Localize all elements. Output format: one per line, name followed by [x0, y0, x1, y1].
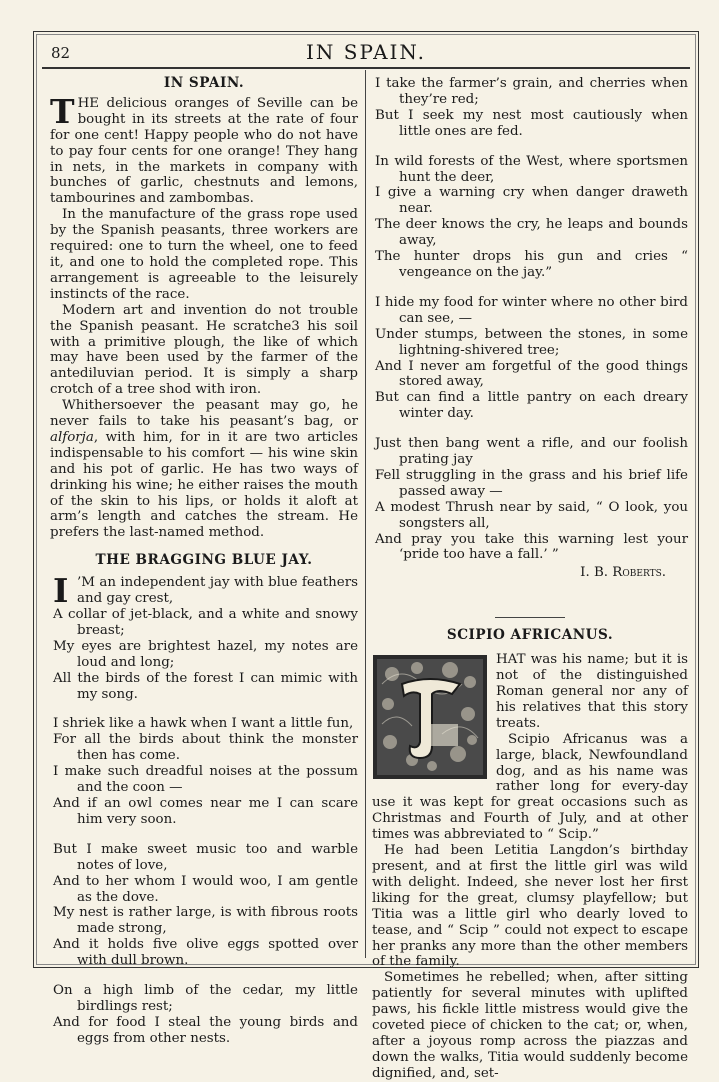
running-title: IN SPAIN.	[305, 40, 426, 64]
poem-author: I. B. Roberts.	[580, 565, 666, 581]
verse-line: All the birds of the forest I can mimic with my song.	[53, 670, 358, 702]
verse-line: I give a warning cry when danger draweth near.	[375, 185, 688, 217]
drop-cap: I	[53, 571, 69, 611]
verse-line: And if an owl comes near me I can scare him very soon.	[53, 795, 358, 827]
paragraph-text: Whithersoever the peasant may go, he never fails to take his peasant’s bag, or	[50, 398, 358, 430]
verse-line: The hunter drops his gun and cries “ vengeance on the jay.”	[375, 249, 688, 280]
poem-body-right	[372, 76, 688, 581]
verse-line	[50, 571, 358, 611]
verse-line: Under stumps, between the stones, in some lightning-shivered tree;	[375, 326, 688, 358]
paragraph: Sometimes he rebelled; when, after sitting patiently for several minutes with uplifted paws, his fickle little mistress would give the coveted piece of chicken to the cat; or, when, after a joyous romp across the piazzas and down the walks, Titia would suddenly become dignified, and, set-	[372, 970, 688, 1081]
scipio-article	[372, 652, 688, 1081]
stanza	[372, 76, 688, 140]
verse-line: My eyes are brightest hazel, my notes are loud and long;	[53, 638, 358, 670]
poem-body-left	[50, 571, 358, 1046]
left-column	[50, 76, 358, 1047]
paragraph: He had been Letitia Langdon’s birthday present, and at first the little girl was wild with delight. Indeed, she never lost her first liking for the great, clumsy playfellow; but Titia was a little girl who dearly loved to tease, and “ Scip ” could not expect to escape her pranks any more than the other members of the family.	[372, 843, 688, 970]
verse-line: But I make sweet music too and warble notes of love,	[53, 841, 358, 873]
column-rule	[365, 70, 366, 958]
verse-line: I shriek like a hawk when I want a little fun,	[53, 716, 354, 732]
verse-line: And for food I steal the young birds and eggs from other nests.	[53, 1014, 358, 1046]
paragraph-text: HE delicious oranges of Seville can be bought in its streets at the rate of four for one cent! Happy people who do not have to pay four cents for one orange! They hang in nets, in the markets in company with bunches of garlic, chestnuts and lemons, tambourines and zambombas.	[50, 95, 358, 207]
right-column	[372, 76, 688, 1082]
article-title-in-spain: IN SPAIN.	[163, 75, 245, 91]
drop-cap: T	[50, 91, 75, 131]
page-number: 82	[51, 44, 71, 62]
paragraph: Modern art and invention do not trouble the Spanish peasant. He scratche3 his soil with a primitive plough, the like of which may have been used by the farmer of the antediluvian period. It is simply a sharp crotch of a tree shod with iron.	[50, 302, 358, 398]
italic-word: alforja	[50, 429, 94, 445]
paragraph: In the manufacture of the grass rope used by the Spanish peasants, three workers are required: one to turn the wheel, one to feed it, and one to hold the completed rope. This arrangement is agreeable to the leisurely instincts of the race.	[50, 207, 358, 302]
stanza	[372, 154, 688, 281]
verse-line: My nest is rather large, is with fibrous roots made strong,	[53, 905, 358, 937]
paragraph-text: HAT was his name; but it is not of the distinguished Roman general nor any of his relatives that this story treats.	[496, 652, 688, 731]
stanza	[372, 436, 688, 563]
paragraph	[50, 398, 358, 541]
stanza	[50, 716, 358, 827]
verse-line: And I never am forgetful of the good things stored away,	[375, 358, 688, 390]
stanza	[50, 983, 358, 1047]
verse-line: A collar of jet-black, and a white and snowy breast;	[53, 607, 358, 638]
poem-title: THE BRAGGING BLUE JAY.	[95, 552, 313, 569]
scipio-title-block	[372, 617, 688, 644]
verse-line: Just then bang went a rifle, and our foolish prating jay	[375, 436, 688, 468]
verse-line: Fell struggling in the grass and his brief life passed away —	[375, 467, 688, 499]
verse-line: And pray you take this warning lest your ‘pride too have a fall.’ ”	[375, 531, 688, 563]
verse-line: And to her whom I would woo, I am gentle as the dove.	[53, 873, 358, 905]
page-header	[45, 38, 687, 66]
verse-line: But I seek my nest most cautiously when little ones are fed.	[375, 107, 688, 139]
verse-line: And it holds five olive eggs spotted over with dull brown.	[53, 937, 358, 969]
verse-line: I take the farmer’s grain, and cherries when they’re red;	[375, 76, 688, 107]
ornamental-initial-w-image	[372, 654, 488, 780]
stanza	[50, 842, 358, 969]
verse-line: I make such dreadful noises at the possum and the coon —	[53, 764, 358, 796]
verse-line: On a high limb of the cedar, my little birdlings rest;	[53, 983, 358, 1014]
verse-line: For all the birds about think the monster then has come.	[53, 732, 358, 764]
verse-line: A modest Thrush near by said, “ O look, you songsters all,	[375, 499, 688, 531]
verse-text: ’M an independent jay with blue feathers and gay crest,	[77, 575, 358, 607]
stanza	[50, 571, 358, 702]
stanza	[372, 295, 688, 422]
paragraph-text: , with him, for in it are two articles indispensable to his comfort — his wine skin and his pot of garlic. He has two ways of drinking his wine; he either raises the mouth of the skin to his lips, or holds it aloft at arm’s length and catches the stream. He prefers the last-named method.	[50, 429, 358, 541]
article-title-scipio: SCIPIO AFRICANUS.	[446, 627, 614, 644]
verse-line: I hide my food for winter where no other bird can see, —	[375, 294, 688, 326]
paragraph: Scipio Africanus was a large, black, Newfoundland dog, and as his name was rather long for every-day use it was kept for great occasions such as Christmas and Fourth of July, and at other times was abbreviated to “ Scip.”	[372, 731, 688, 843]
verse-line: The deer knows the cry, he leaps and bounds away,	[375, 217, 688, 249]
verse-line: But can find a little pantry on each dreary winter day.	[375, 390, 688, 422]
paragraph	[50, 91, 358, 207]
header-rule	[42, 67, 690, 69]
verse-line: In wild forests of the West, where sportsmen hunt the deer,	[375, 153, 688, 185]
divider	[495, 617, 565, 618]
